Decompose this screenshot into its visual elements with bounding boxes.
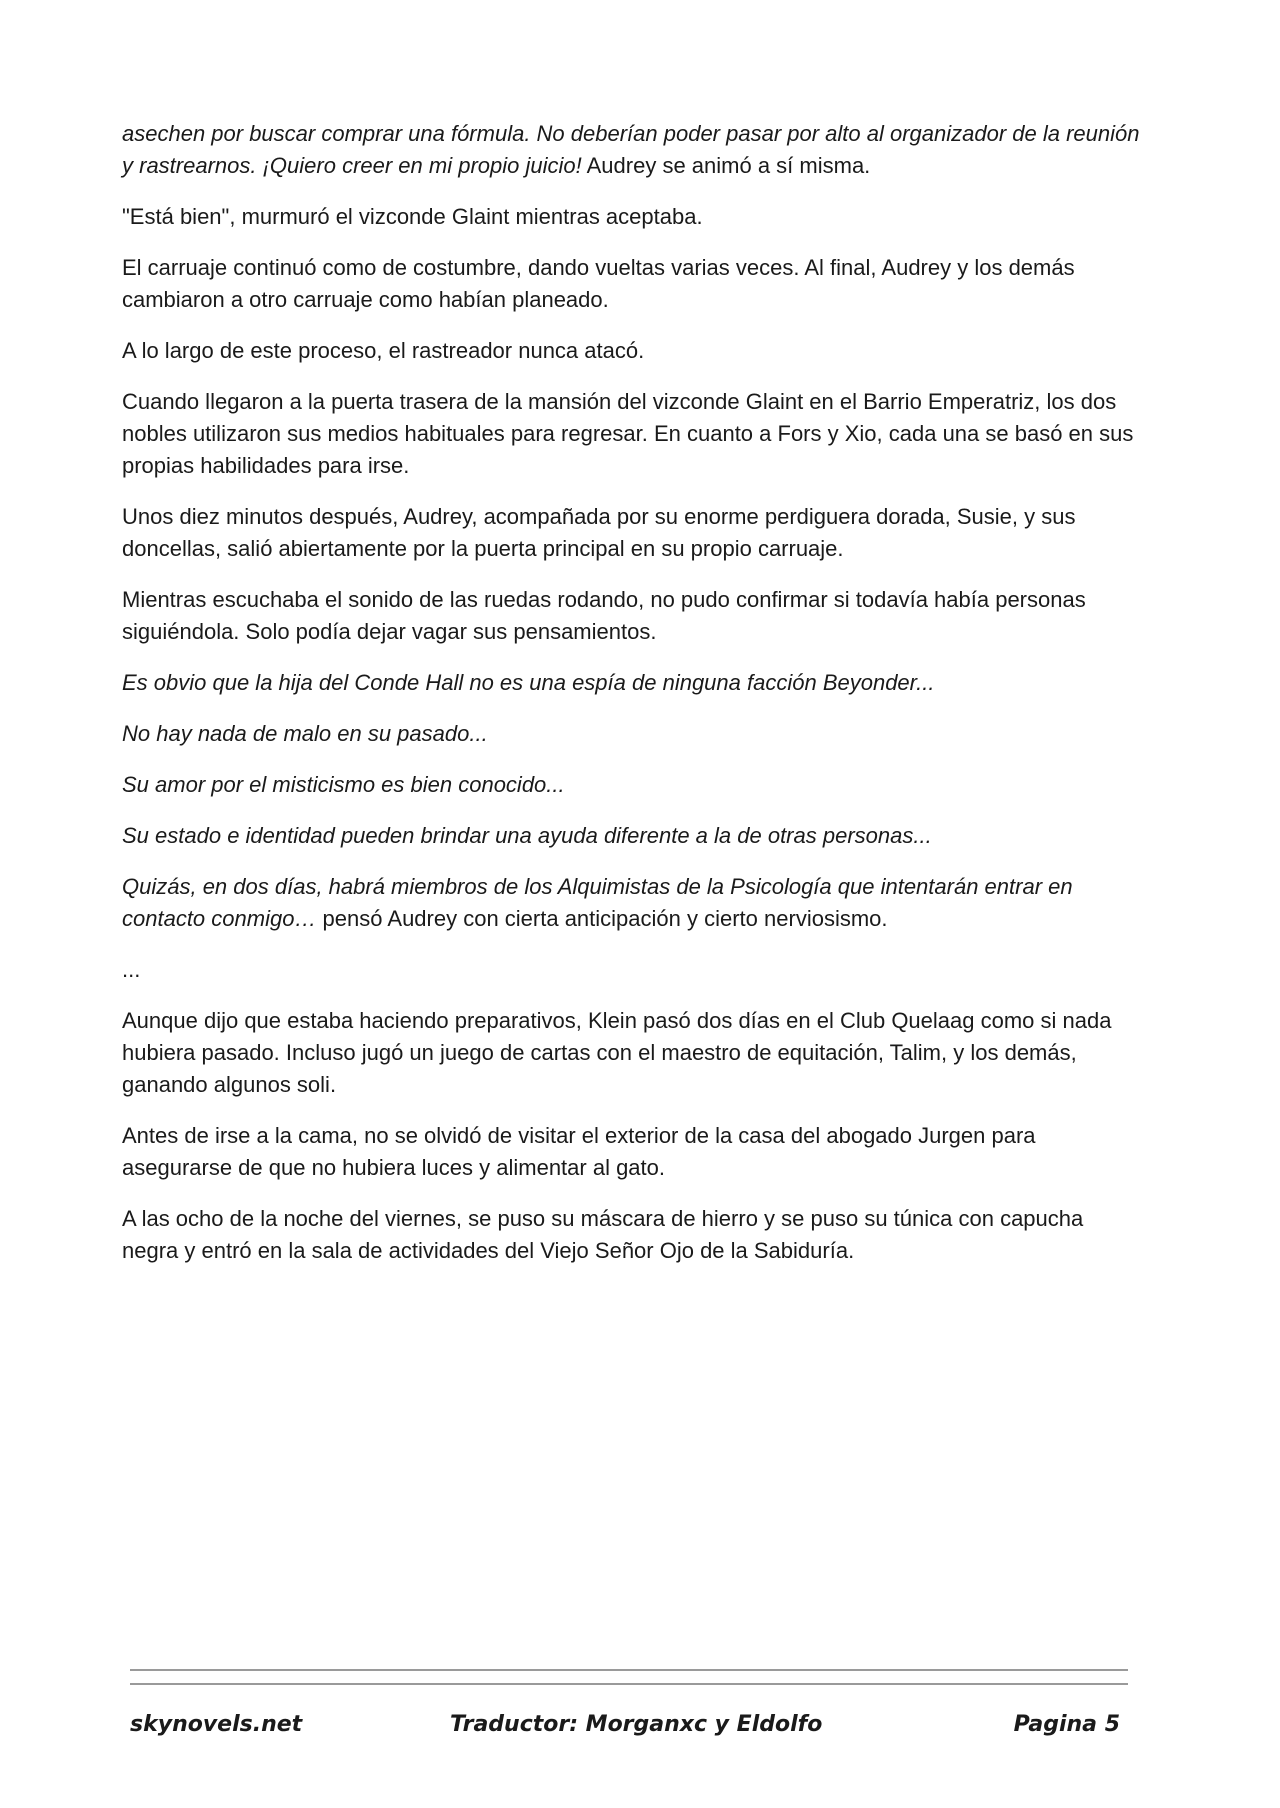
paragraph (122, 820, 1142, 852)
text-segment: A lo largo de este proceso, el rastreador nunca atacó. (122, 338, 645, 363)
paragraph (122, 201, 1142, 233)
italic-text: No hay nada de malo en su pasado... (122, 721, 488, 746)
text-segment: pensó Audrey con cierta anticipación y cierto nerviosismo. (316, 906, 888, 931)
text-segment: Mientras escuchaba el sonido de las ruedas rodando, no pudo confirmar si todavía había personas siguiéndola. Solo podía dejar vagar sus pensamientos. (122, 587, 1086, 644)
paragraph (122, 1120, 1142, 1184)
text-segment: A las ocho de la noche del viernes, se puso su máscara de hierro y se puso su túnica con capucha negra y entró en la sala de actividades del Viejo Señor Ojo de la Sabiduría. (122, 1206, 1084, 1263)
text-segment: El carruaje continuó como de costumbre, dando vueltas varias veces. Al final, Audrey y los demás cambiaron a otro carruaje como habían planeado. (122, 255, 1075, 312)
paragraph (122, 954, 1142, 986)
text-segment: "Está bien", murmuró el vizconde Glaint mientras aceptaba. (122, 204, 703, 229)
paragraph (122, 718, 1142, 750)
footer-page-number: Pagina 5 (1013, 1712, 1120, 1737)
paragraph (122, 769, 1142, 801)
paragraph (122, 118, 1142, 182)
footer-translator: Traductor: Morganxc y Eldolfo (450, 1712, 823, 1737)
italic-text: asechen por buscar comprar una fórmula. No deberían poder pasar por alto al organizador de la reunión y rastrearnos. ¡Quiero creer en mi propio juicio! (122, 121, 1140, 178)
text-segment: Unos diez minutos después, Audrey, acompañada por su enorme perdiguera dorada, Susie, y sus doncellas, salió abiertamente por la puerta principal en su propio carruaje. (122, 504, 1076, 561)
text-segment: Audrey se animó a sí misma. (581, 153, 871, 178)
body-text (122, 118, 1142, 1286)
paragraph (122, 252, 1142, 316)
paragraph (122, 667, 1142, 699)
paragraph (122, 386, 1142, 482)
paragraph (122, 335, 1142, 367)
text-segment: Antes de irse a la cama, no se olvidó de visitar el exterior de la casa del abogado Jurgen para asegurarse de que no hubiera luces y alimentar al gato. (122, 1123, 1036, 1180)
italic-text: Quizás, en dos días, habrá miembros de los Alquimistas de la Psicología que intentarán entrar en contacto conmigo… (122, 874, 1073, 931)
paragraph (122, 584, 1142, 648)
italic-text: Su estado e identidad pueden brindar una ayuda diferente a la de otras personas... (122, 823, 932, 848)
text-segment: Aunque dijo que estaba haciendo preparativos, Klein pasó dos días en el Club Quelaag como si nada hubiera pasado. Incluso jugó un juego de cartas con el maestro de equitación, Talim, y los demás, ganando algunos soli. (122, 1008, 1112, 1097)
page-footer (130, 1712, 1120, 1748)
footer-site: skynovels.net (130, 1712, 303, 1737)
footer-divider-bottom (130, 1683, 1128, 1685)
footer-divider-top (130, 1669, 1128, 1671)
paragraph (122, 1005, 1142, 1101)
paragraph (122, 871, 1142, 935)
text-segment: ... (122, 957, 141, 982)
text-segment: Cuando llegaron a la puerta trasera de la mansión del vizconde Glaint en el Barrio Emperatriz, los dos nobles utilizaron sus medios habituales para regresar. En cuanto a Fors y Xio, cada una se basó en sus propias habilidades para irse. (122, 389, 1134, 478)
italic-text: Su amor por el misticismo es bien conocido... (122, 772, 565, 797)
paragraph (122, 1203, 1142, 1267)
italic-text: Es obvio que la hija del Conde Hall no es una espía de ninguna facción Beyonder... (122, 670, 935, 695)
paragraph (122, 501, 1142, 565)
